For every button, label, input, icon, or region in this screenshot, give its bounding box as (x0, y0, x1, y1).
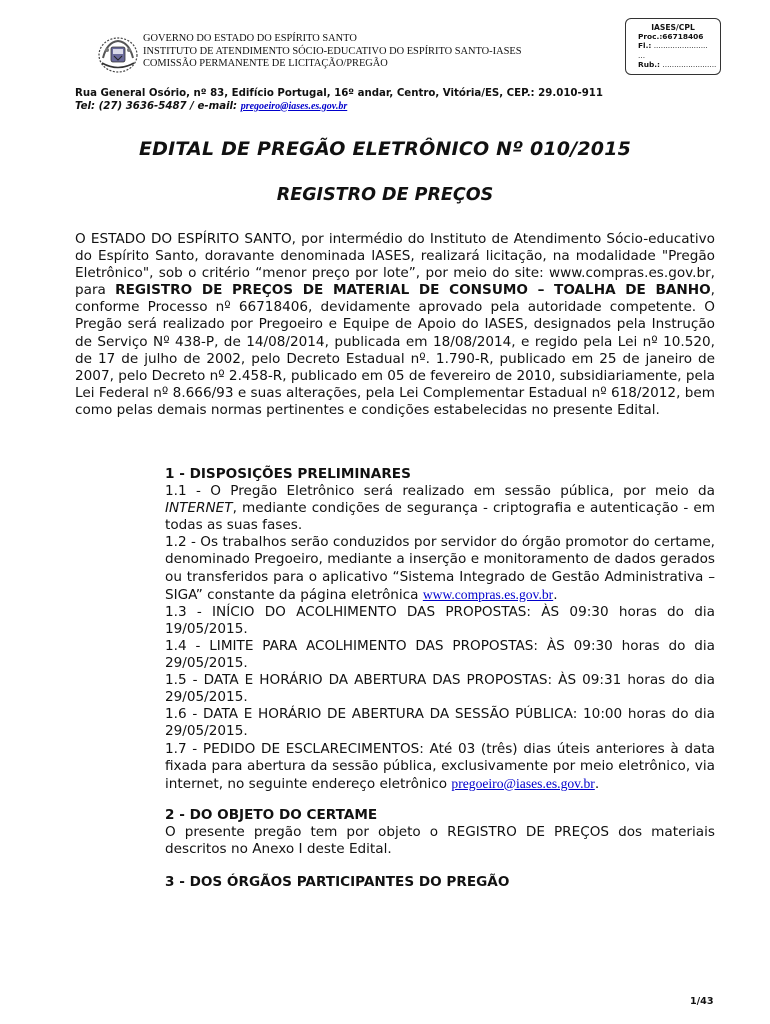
protocol-stamp (625, 18, 721, 75)
pregoeiro-email-link[interactable]: pregoeiro@iases.es.gov.br (451, 775, 595, 791)
section-1-5: 1.5 - DATA E HORÁRIO DA ABERTURA DAS PROPOSTAS: ÀS 09:31 horas do dia 29/05/2015. (165, 672, 715, 706)
intro-paragraph (75, 231, 715, 419)
org-line-government: GOVERNO DO ESTADO DO ESPÍRITO SANTO (143, 33, 357, 44)
stamp-fl-continued (638, 51, 714, 60)
contact-email-link[interactable]: pregoeiro@iases.es.gov.br (240, 100, 348, 112)
address-line: Rua General Osório, nº 83, Edifício Portugal, 16º andar, Centro, Vitória/ES, CEP.: 29.010-911 (75, 88, 603, 99)
section-1-7-end: . (594, 775, 600, 792)
contact-line (75, 101, 603, 114)
section-2-heading: 2 - DO OBJETO DO CERTAME (165, 806, 378, 823)
stamp-fl (638, 41, 714, 50)
section-1-1-italic: INTERNET (165, 500, 233, 517)
spacer (165, 858, 715, 874)
section-1-6: 1.6 - DATA E HORÁRIO DE ABERTURA DA SESSÃO PÚBLICA: 10:00 horas do dia 29/05/2015. (165, 706, 715, 740)
stamp-proc: Proc.:66718406 (638, 32, 704, 42)
org-line-commission: COMISSÃO PERMANENTE DE LICITAÇÃO/PREGÃO (143, 58, 388, 70)
stamp-rub (638, 59, 717, 69)
section-1-7 (165, 741, 715, 793)
section-1-2-end: . (553, 586, 558, 603)
intro-object-bold: REGISTRO DE PREÇOS DE MATERIAL DE CONSUMO – TOALHA DE BANHO (115, 282, 711, 299)
intro-text-2: , conforme Processo nº 66718406, devidamente aprovado pela autoridade competente. O Pregão será realizado por Pregoeiro e Equipe de Apoio do IASES, designados pela Instrução de Serviço Nº 438-P, de 14/08/2014, publicada em 18/08/2014, e regido pela Lei nº 10.520, de 17 de julho de 2002, pelo Decreto Estadual nº. 1.790-R, publicado em 25 de janeiro de 2007, pelo Decreto nº 2.458-R, publicado em 05 de fevereiro de 2010, subsidiariamente, pela Lei Federal nº 8.666/93 e suas alterações, pela Lei Complementar Estadual nº 618/2012, bem como pelas demais normas pertinentes e condições estabelecidas no presente Edital. (75, 282, 715, 418)
stamp-rub-label: Rub.: (638, 59, 661, 69)
section-1-1 (165, 483, 715, 534)
section-1-3: 1.3 - INÍCIO DO ACOLHIMENTO DAS PROPOSTAS: ÀS 09:30 horas do dia 19/05/2015. (165, 603, 715, 637)
document-subtitle: REGISTRO DE PREÇOS (276, 185, 494, 205)
stamp-rub-dots: ....................... (660, 59, 717, 69)
document-title: EDITAL DE PREGÃO ELETRÔNICO Nº 010/2015 (138, 138, 632, 160)
contact-phone: Tel: (27) 3636-5487 / e-mail: (75, 100, 241, 112)
stamp-fl-label: Fl.: (638, 41, 652, 51)
stamp-fl-dots: ....................... (651, 41, 708, 51)
section-3-heading: 3 - DOS ÓRGÃOS PARTICIPANTES DO PREGÃO (165, 874, 510, 891)
section-1-2-text: 1.2 - Os trabalhos serão conduzidos por servidor do órgão promotor do certame, denominado Pregoeiro, mediante a inserção e monitoramento de dados gerados ou transferidos para o aplicativo “Sistema Integrado de Gestão Administrativa – SIGA” constante da página eletrônica (165, 534, 715, 603)
section-1-2 (165, 534, 715, 603)
header-organization (143, 33, 521, 71)
section-2-1: O presente pregão tem por objeto o REGISTRO DE PREÇOS dos materiais descritos no Anexo I deste Edital. (165, 823, 715, 857)
spacer (165, 793, 715, 807)
state-coat-of-arms-icon (97, 36, 139, 74)
stamp-title: IASES/CPL (651, 23, 695, 32)
page-number: 1/43 (690, 996, 714, 1007)
compras-site-link[interactable]: www.compras.es.gov.br (422, 586, 554, 602)
org-line-institute: INSTITUTO DE ATENDIMENTO SÓCIO-EDUCATIVO DO ESPÍRITO SANTO-IASES (143, 45, 522, 57)
intro-text-1: O ESTADO DO ESPÍRITO SANTO, por intermédio do Instituto de Atendimento Sócio-educativo do Espírito Santo, doravante denominada IASES, realizará licitação, na modalidade "Pregão Eletrônico", sob o critério “menor preço por lote”, por meio do site: www.compras.es.gov.br, para (75, 231, 715, 299)
section-1-4: 1.4 - LIMITE PARA ACOLHIMENTO DAS PROPOSTAS: ÀS 09:30 horas do dia 29/05/2015. (165, 637, 715, 672)
section-1-heading: 1 - DISPOSIÇÕES PRELIMINARES (165, 466, 411, 482)
edital-sections (165, 466, 715, 891)
stamp-fl-dots-2: ... (638, 50, 646, 60)
section-1-7-text: 1.7 - PEDIDO DE ESCLARECIMENTOS: Até 03 (três) dias úteis anteriores à data fixada para abertura da sessão pública, exclusivamente por meio eletrônico, via internet, no seguinte endereço eletrônico (165, 740, 715, 792)
header-address (75, 88, 603, 113)
section-1-1-text-a: 1.1 - O Pregão Eletrônico será realizado em sessão pública, por meio da (165, 483, 715, 500)
section-1-1-text-b: , mediante condições de segurança - criptografia e autenticação - em todas as suas fases. (165, 500, 715, 534)
